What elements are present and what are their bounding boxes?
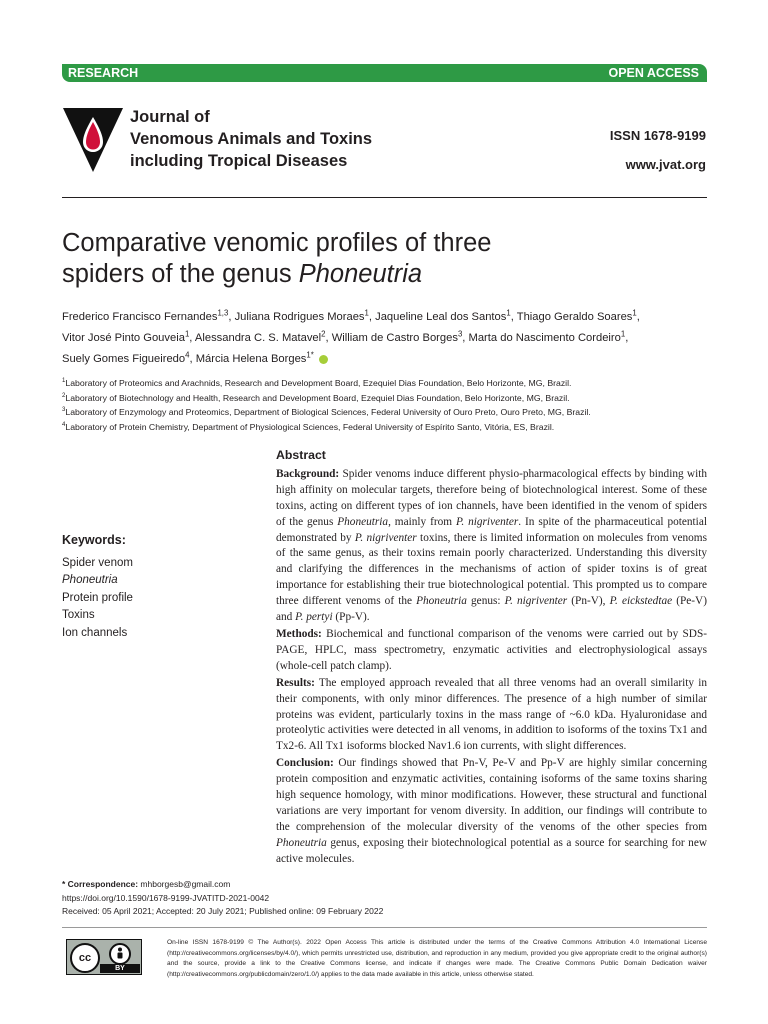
affiliation: $^3$Laboratory of Enzymology and Proteomics, Department of Biological Sciences, Federal University of Ouro Preto, Ouro Preto, MG, Brazil. <box>62 406 591 418</box>
journal-name <box>130 106 372 172</box>
affiliation: $^2$Laboratory of Biotechnology and Health, Research and Development Board, Ezequiel Dias Foundation, Belo Horizonte, MG, Brazil. <box>62 391 570 403</box>
journal-name-line: Venomous Animals and Toxins <box>130 130 373 148</box>
author[interactable]: Marta do Nascimento Cordeiro$^1$ <box>468 329 626 344</box>
abstract-results: Results: The employed approach revealed that all three venoms had an overall similarity in their components, with only minor differences. The presence of a high number of similar proteins was evident, particularly toxins in the mass range of ~6.0 kDa. Hyaluronidase and proteolytic activities were detected in all venoms, in addition to isoforms of the toxins Tx1 and Tx2-6. All Tx1 isoforms blocked Nav1.6 ion currents, with slight differences. <box>276 676 707 753</box>
open-access-label: OPEN ACCESS <box>608 66 699 80</box>
article-type-label: RESEARCH <box>68 66 139 80</box>
abstract-background: Background: Spider venoms induce different physio-pharmacological effects by binding with high affinity on molecular targets, therefore being of biotechnological interest. Some of these toxins, acting on different types of ion channels, have been identified in the venom of spiders of the genus Phoneutria, mainly from P. nigriventer. In spite of the pharmaceutical potential demonstrated by P. nigriventer toxins, there is limited information on molecules from venoms of the same genus, as their toxins remain poorly characterized. Understanding this diversity and clarifying the differences in the mechanisms of action of spider toxins is of great importance for establishing their true biotechnological potential. This prompted us to compare three different venoms of the Phoneutria genus: P. nigriventer (Pn-V), P. eickstedtae (Pe-V) and P. pertyi (Pp-V). <box>276 467 707 624</box>
by-label: BY <box>100 964 140 973</box>
abstract-heading: Abstract <box>276 448 326 462</box>
author[interactable]: Alessandra C. S. Matavel$^2$ <box>194 329 326 344</box>
doi-link[interactable]: https://doi.org/10.1590/1678-9199-JVATITD-2021-0042 <box>62 892 270 903</box>
orcid-icon[interactable] <box>319 355 328 364</box>
author-list: Frederico Francisco Fernandes$^{1,3}$, Juliana Rodrigues Moraes$^1$, Jaqueline Leal dos Santos$^1$, Thiago Geraldo Soares$^1$, Vitor José Pinto Gouveia$^1$, Alessandra C. S. Matavel$^2$, William de Castro Borges$^3$, Marta do Nascimento Cordeiro$^1$, Suely Gomes Figueiredo$^4$, Márcia Helena Borges$^{1*}$ <box>62 308 640 365</box>
affiliation: $^1$Laboratory of Proteomics and Arachnids, Research and Development Board, Ezequiel Dias Foundation, Belo Horizonte, MG, Brazil. <box>62 377 572 388</box>
journal-website[interactable]: www.jvat.org <box>625 157 706 172</box>
correspondence-email[interactable]: mhborgesb@gmail.com <box>140 879 231 889</box>
author[interactable]: Frederico Francisco Fernandes$^{1,3}$ <box>62 308 229 323</box>
author[interactable]: William de Castro Borges$^3$ <box>331 329 463 344</box>
title-genus: Phoneutria <box>298 260 423 288</box>
author[interactable]: Márcia Helena Borges$^{1*}$ <box>195 350 314 365</box>
header-banner <box>62 64 707 82</box>
abstract <box>276 448 707 869</box>
by-person-icon <box>109 943 131 965</box>
title-line: Comparative venomic profiles of three <box>62 229 492 257</box>
journal-name-line: including Tropical Diseases <box>130 152 348 170</box>
keyword: Spider venom <box>62 556 133 569</box>
header-divider <box>62 197 707 198</box>
article-title <box>62 228 702 290</box>
correspondence-block <box>62 878 383 919</box>
keywords-heading: Keywords: <box>62 533 126 547</box>
footer-divider <box>62 927 707 928</box>
author[interactable]: Jaqueline Leal dos Santos$^1$ <box>375 308 511 323</box>
keyword: Toxins <box>62 609 95 622</box>
keyword: Phoneutria <box>62 574 118 587</box>
title-line: spiders of the genus <box>62 260 299 288</box>
cc-by-badge[interactable] <box>66 939 142 975</box>
keywords-box <box>62 532 133 643</box>
author[interactable]: Thiago Geraldo Soares$^1$ <box>516 308 637 323</box>
author[interactable]: Juliana Rodrigues Moraes$^1$ <box>234 308 369 323</box>
journal-logo-icon <box>62 106 124 174</box>
author[interactable]: Suely Gomes Figueiredo$^4$ <box>62 350 190 365</box>
keyword: Ion channels <box>62 626 128 639</box>
author[interactable]: Vitor José Pinto Gouveia$^1$ <box>62 329 190 344</box>
journal-name-line: Journal of <box>130 108 210 126</box>
license-text: On-line ISSN 1678-9199 © The Author(s). 2022 Open Access This article is distributed under the terms of the Creative Commons Attribution 4.0 International License (http://creativecommons.org/licenses/by/4.0/), which permits unrestricted use, distribution, and reproduction in any medium, provided you give appropriate credit to the original author(s) and the source, provide a link to the Creative Commons license, and indicate if changes were made. The Creative Commons Public Domain Dedication waiver (http://creativecommons.org/publicdomain/zero/1.0/) applies to the data made available in this article, unless otherwise stated. <box>167 939 707 978</box>
affiliation-list <box>62 376 712 435</box>
keyword: Protein profile <box>62 591 133 604</box>
abstract-conclusion: Conclusion: Our findings showed that Pn-V, Pe-V and Pp-V are highly similar concerning protein composition and enzymatic activities, containing isoforms of the same toxins sharing high sequence homology, with minor modifications. However, these structural and functional variations are very important for venom diversity. In addition, our findings will contribute to the comprehension of the molecular diversity of the venoms of the other species from Phoneutria genus, exposing their biotechnological potential as a source for searching for new active molecules. <box>276 757 707 865</box>
publication-dates: Received: 05 April 2021; Accepted: 20 July 2021; Published online: 09 February 2022 <box>62 906 384 916</box>
journal-issn: ISSN 1678-9199 <box>609 128 706 143</box>
correspondence-label: * Correspondence: <box>62 879 139 889</box>
abstract-methods: Methods: Biochemical and functional comparison of the venoms were carried out by SDS-PAGE, HPLC, mass spectrometry, enzymatic activities and electrophysiological assays (whole-cell patch clamp). <box>276 627 707 672</box>
affiliation: $^4$Laboratory of Protein Chemistry, Department of Physiological Sciences, Federal University of Espírito Santo, Vitória, ES, Brazil. <box>62 421 555 433</box>
cc-icon: cc <box>70 943 100 973</box>
